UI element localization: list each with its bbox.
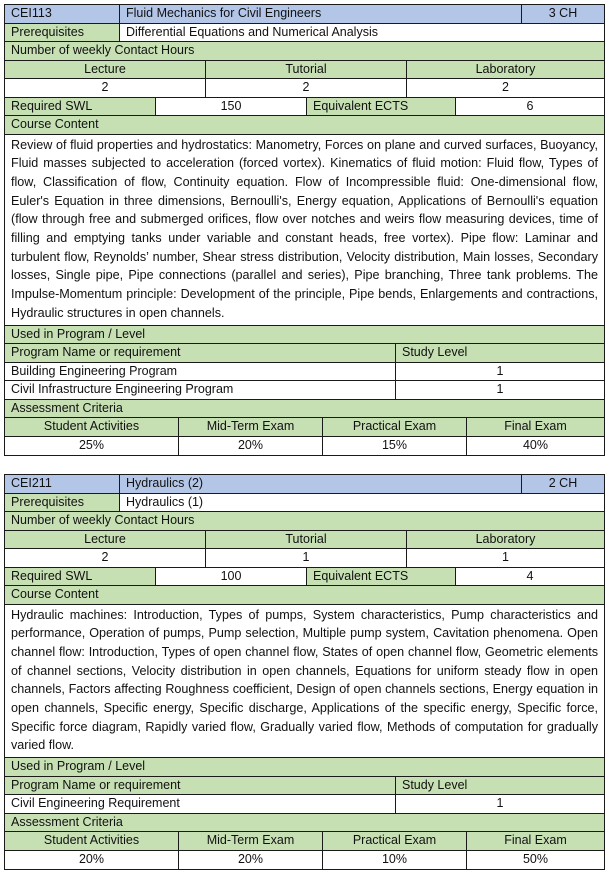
prerequisites-label: Prerequisites (5, 494, 120, 512)
assessment-heading-row (5, 400, 604, 419)
prerequisites-label: Prerequisites (5, 24, 120, 42)
used-in-program-heading: Used in Program / Level (5, 758, 604, 776)
course-content-heading: Course Content (5, 586, 604, 604)
laboratory-label: Laboratory (407, 531, 604, 549)
program-name-label: Program Name or requirement (5, 777, 396, 795)
practical-exam-label: Practical Exam (323, 418, 467, 436)
credit-hours: 3 CH (522, 5, 604, 23)
assessment-values-row (5, 851, 604, 870)
final-exam-value: 40% (467, 437, 604, 456)
lecture-label: Lecture (5, 531, 206, 549)
course-code: CEI211 (5, 475, 120, 493)
course-content-heading: Course Content (5, 116, 604, 134)
program-header-row (5, 777, 604, 796)
tutorial-label: Tutorial (206, 531, 407, 549)
course-content-text: Hydraulic machines: Introduction, Types of pumps, System characteristics, Pump characteristics and performance, Operation of pumps, Pump selection, Multiple pump system, Cavitation phenomena. Open channel flow: Introduction, Types of open channel flow, States of open channel flow, Geometric elements of channel sections, Velocity distribution in open channels, Equations for uniform steady flow in open channels, Factors affecting Roughness coefficient, Design of open channels sections, Energy equation in open channels, Specific energy, Specific discharge, Applications of the specific energy, Specific force, Specific force diagram, Rapidly varied flow, Gradually varied flow, Methods of computation for gradually varied flow. (5, 605, 604, 758)
study-level-label: Study Level (396, 777, 604, 795)
student-activities-value: 20% (5, 851, 179, 870)
midterm-exam-value: 20% (179, 437, 323, 456)
final-exam-value: 50% (467, 851, 604, 870)
lecture-hours: 2 (5, 79, 206, 97)
course-title: Hydraulics (2) (120, 475, 522, 493)
used-in-program-heading-row (5, 326, 604, 345)
required-swl-value: 100 (156, 568, 307, 586)
course-table-cei113 (4, 4, 605, 456)
weekly-hours-heading-row (5, 42, 604, 61)
hours-values-row (5, 549, 604, 568)
weekly-hours-heading-row (5, 512, 604, 531)
practical-exam-value: 10% (323, 851, 467, 870)
course-title: Fluid Mechanics for Civil Engineers (120, 5, 522, 23)
program-level: 1 (396, 363, 604, 381)
program-name: Civil Engineering Requirement (5, 795, 396, 813)
student-activities-label: Student Activities (5, 832, 179, 850)
required-swl-value: 150 (156, 98, 307, 116)
laboratory-hours: 1 (407, 549, 604, 567)
program-row (5, 795, 604, 814)
program-row (5, 381, 604, 400)
program-row (5, 363, 604, 382)
program-name: Building Engineering Program (5, 363, 396, 381)
assessment-heading: Assessment Criteria (5, 400, 604, 418)
program-level: 1 (396, 381, 604, 399)
laboratory-hours: 2 (407, 79, 604, 97)
weekly-hours-heading: Number of weekly Contact Hours (5, 512, 604, 530)
course-content-heading-row (5, 586, 604, 605)
hours-header-row (5, 61, 604, 80)
program-header-row (5, 344, 604, 363)
program-name: Civil Infrastructure Engineering Program (5, 381, 396, 399)
equivalent-ects-label: Equivalent ECTS (307, 568, 456, 586)
laboratory-label: Laboratory (407, 61, 604, 79)
course-table-cei211 (4, 474, 605, 870)
final-exam-label: Final Exam (467, 832, 604, 850)
hours-header-row (5, 531, 604, 550)
hours-values-row (5, 79, 604, 98)
course-content-heading-row (5, 116, 604, 135)
equivalent-ects-value: 4 (456, 568, 604, 586)
used-in-program-heading-row (5, 758, 604, 777)
practical-exam-label: Practical Exam (323, 832, 467, 850)
prerequisites-row (5, 24, 604, 43)
equivalent-ects-value: 6 (456, 98, 604, 116)
tutorial-label: Tutorial (206, 61, 407, 79)
lecture-hours: 2 (5, 549, 206, 567)
program-name-label: Program Name or requirement (5, 344, 396, 362)
prerequisites-value: Differential Equations and Numerical Analysis (120, 24, 604, 42)
prerequisites-value: Hydraulics (1) (120, 494, 604, 512)
tutorial-hours: 1 (206, 549, 407, 567)
assessment-header-row (5, 832, 604, 851)
lecture-label: Lecture (5, 61, 206, 79)
swl-row (5, 98, 604, 117)
student-activities-label: Student Activities (5, 418, 179, 436)
assessment-values-row (5, 437, 604, 456)
course-content-row (5, 135, 604, 326)
final-exam-label: Final Exam (467, 418, 604, 436)
course-content-row (5, 605, 604, 759)
practical-exam-value: 15% (323, 437, 467, 456)
weekly-hours-heading: Number of weekly Contact Hours (5, 42, 604, 60)
credit-hours: 2 CH (522, 475, 604, 493)
midterm-exam-label: Mid-Term Exam (179, 418, 323, 436)
assessment-heading: Assessment Criteria (5, 814, 604, 832)
assessment-header-row (5, 418, 604, 437)
assessment-heading-row (5, 814, 604, 833)
tutorial-hours: 2 (206, 79, 407, 97)
used-in-program-heading: Used in Program / Level (5, 326, 604, 344)
swl-row (5, 568, 604, 587)
required-swl-label: Required SWL (5, 98, 156, 116)
course-header-row (5, 475, 604, 494)
course-code: CEI113 (5, 5, 120, 23)
prerequisites-row (5, 494, 604, 513)
midterm-exam-value: 20% (179, 851, 323, 870)
study-level-label: Study Level (396, 344, 604, 362)
required-swl-label: Required SWL (5, 568, 156, 586)
course-header-row (5, 5, 604, 24)
midterm-exam-label: Mid-Term Exam (179, 832, 323, 850)
equivalent-ects-label: Equivalent ECTS (307, 98, 456, 116)
program-level: 1 (396, 795, 604, 813)
student-activities-value: 25% (5, 437, 179, 456)
course-content-text: Review of fluid properties and hydrostatics: Manometry, Forces on plane and curved surfaces, Buoyancy, Fluid masses subjected to acceleration (forced vortex). Kinematics of fluid motion: Fluid flow, Types of flow, Classification of flow, Continuity equation. Flow of Incompressible fluid: One-dimensional flow, Euler's Equation in three dimensions, Bernoulli's, Energy equation, Applications of Bernoulli's equation (flow through free and submerged orifices, flow over notches and weirs flow measuring devices, time of filling and emptying tanks under variable and constant heads, free vortex). Pipe flow: Laminar and turbulent flow, Reynolds’ number, Shear stress distribution, Velocity distribution, Main losses, Secondary losses, Single pipe, Pipe connections (parallel and series), Pipe branching, Three tank problems. The Impulse-Momentum principle: Development of the principle, Pipe bends, Enlargements and contractions, Hydraulic structures in open channels. (5, 135, 604, 325)
